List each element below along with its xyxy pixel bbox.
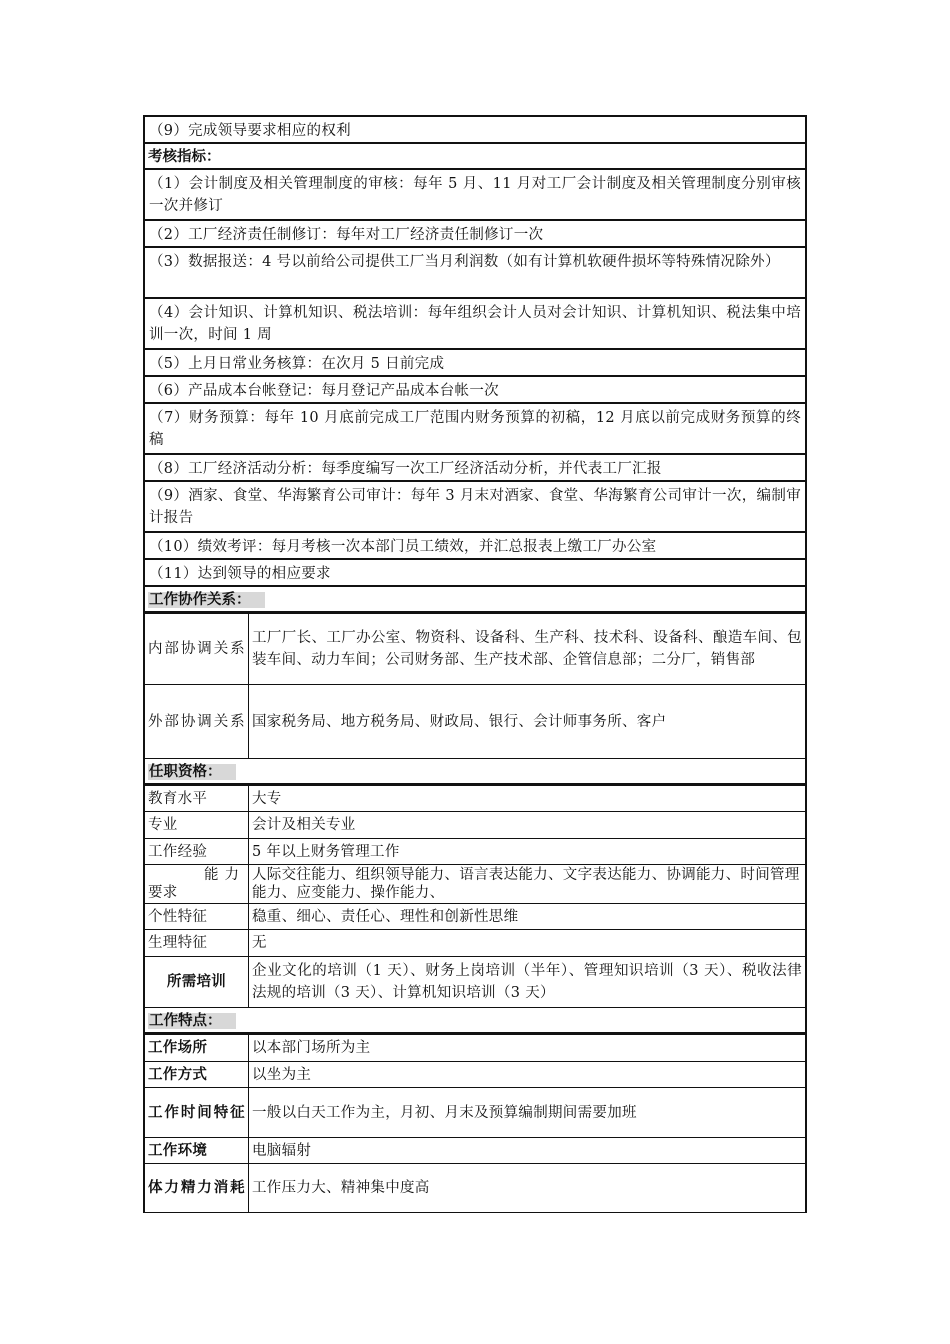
kpi-item: （9）酒家、食堂、华海繁育公司审计：每年 3 月末对酒家、食堂、华海繁育公司审计一次，编制审计报告 bbox=[143, 482, 807, 533]
job-description-document bbox=[143, 115, 807, 1213]
cooperation-heading: 工作协作关系： bbox=[143, 587, 807, 613]
personality-value: 稳重、细心、责任心、理性和创新性思维 bbox=[249, 904, 807, 930]
kpi-heading: 考核指标： bbox=[143, 144, 807, 170]
workplace-label: 工作场所 bbox=[144, 1035, 249, 1062]
external-coordination-label: 外部协调关系 bbox=[144, 685, 249, 759]
work-time-value: 一般以白天工作为主，月初、月末及预算编制期间需要加班 bbox=[249, 1088, 807, 1138]
workplace-value: 以本部门场所为主 bbox=[249, 1035, 807, 1062]
training-value: 企业文化的培训（1 天）、财务上岗培训（半年）、管理知识培训（3 天）、税收法律法规的培训（3 天）、计算机知识培训（3 天） bbox=[249, 957, 807, 1008]
work-mode-label: 工作方式 bbox=[144, 1062, 249, 1088]
kpi-item: （11）达到领导的相应要求 bbox=[143, 560, 807, 587]
kpi-item: （4）会计知识、计算机知识、税法培训：每年组织会计人员对会计知识、计算机知识、税法集中培训一次，时间 1 周 bbox=[143, 299, 807, 350]
energy-label: 体力精力消耗 bbox=[144, 1164, 249, 1213]
training-label: 所需培训 bbox=[144, 957, 249, 1008]
kpi-item: （10）绩效考评：每月考核一次本部门员工绩效，并汇总报表上缴工厂办公室 bbox=[143, 533, 807, 560]
kpi-item: （5）上月日常业务核算：在次月 5 日前完成 bbox=[143, 350, 807, 377]
ability-label-line2: 要求 bbox=[148, 885, 178, 901]
kpi-item: （7）财务预算：每年 10 月底前完成工厂范围内财务预算的初稿，12 月底以前完成财务预算的终稿 bbox=[143, 404, 807, 455]
experience-value: 5 年以上财务管理工作 bbox=[249, 839, 807, 865]
energy-value: 工作压力大、精神集中度高 bbox=[249, 1164, 807, 1213]
kpi-item: （1）会计制度及相关管理制度的审核：每年 5 月、11 月对工厂会计制度及相关管理制度分别审核一次并修订 bbox=[143, 170, 807, 221]
environment-value: 电脑辐射 bbox=[249, 1138, 807, 1164]
cooperation-table bbox=[143, 613, 807, 759]
ability-value: 人际交往能力、组织领导能力、语言表达能力、文字表达能力、协调能力、时间管理能力、应变能力、操作能力、 bbox=[249, 865, 807, 904]
work-mode-value: 以坐为主 bbox=[249, 1062, 807, 1088]
education-label: 教育水平 bbox=[144, 786, 249, 812]
internal-coordination-value: 工厂厂长、工厂办公室、物资科、设备科、生产科、技术科、设备科、酿造车间、包装车间、动力车间；公司财务部、生产技术部、企管信息部；二分厂，销售部 bbox=[249, 614, 807, 685]
kpi-item: （3）数据报送：4 号以前给公司提供工厂当月利润数（如有计算机软硬件损坏等特殊情况除外） bbox=[143, 248, 807, 299]
ability-label-line1: 能力 bbox=[204, 867, 245, 883]
qualification-heading: 任职资格： bbox=[143, 759, 807, 785]
ability-label bbox=[144, 865, 249, 904]
major-label: 专业 bbox=[144, 812, 249, 839]
personality-label: 个性特征 bbox=[144, 904, 249, 930]
education-value: 大专 bbox=[249, 786, 807, 812]
qualification-table bbox=[143, 785, 807, 1008]
external-coordination-value: 国家税务局、地方税务局、财政局、银行、会计师事务所、客户 bbox=[249, 685, 807, 759]
physical-label: 生理特征 bbox=[144, 930, 249, 957]
work-time-label: 工作时间特征 bbox=[144, 1088, 249, 1138]
features-heading: 工作特点： bbox=[143, 1008, 807, 1034]
kpi-item: （6）产品成本台帐登记：每月登记产品成本台帐一次 bbox=[143, 377, 807, 404]
internal-coordination-label: 内部协调关系 bbox=[144, 614, 249, 685]
experience-label: 工作经验 bbox=[144, 839, 249, 865]
major-value: 会计及相关专业 bbox=[249, 812, 807, 839]
kpi-item: （2）工厂经济责任制修订：每年对工厂经济责任制修订一次 bbox=[143, 221, 807, 248]
environment-label: 工作环境 bbox=[144, 1138, 249, 1164]
features-table bbox=[143, 1034, 807, 1213]
rights-item-9: （9）完成领导要求相应的权利 bbox=[143, 117, 807, 144]
kpi-item: （8）工厂经济活动分析：每季度编写一次工厂经济活动分析，并代表工厂汇报 bbox=[143, 455, 807, 482]
physical-value: 无 bbox=[249, 930, 807, 957]
